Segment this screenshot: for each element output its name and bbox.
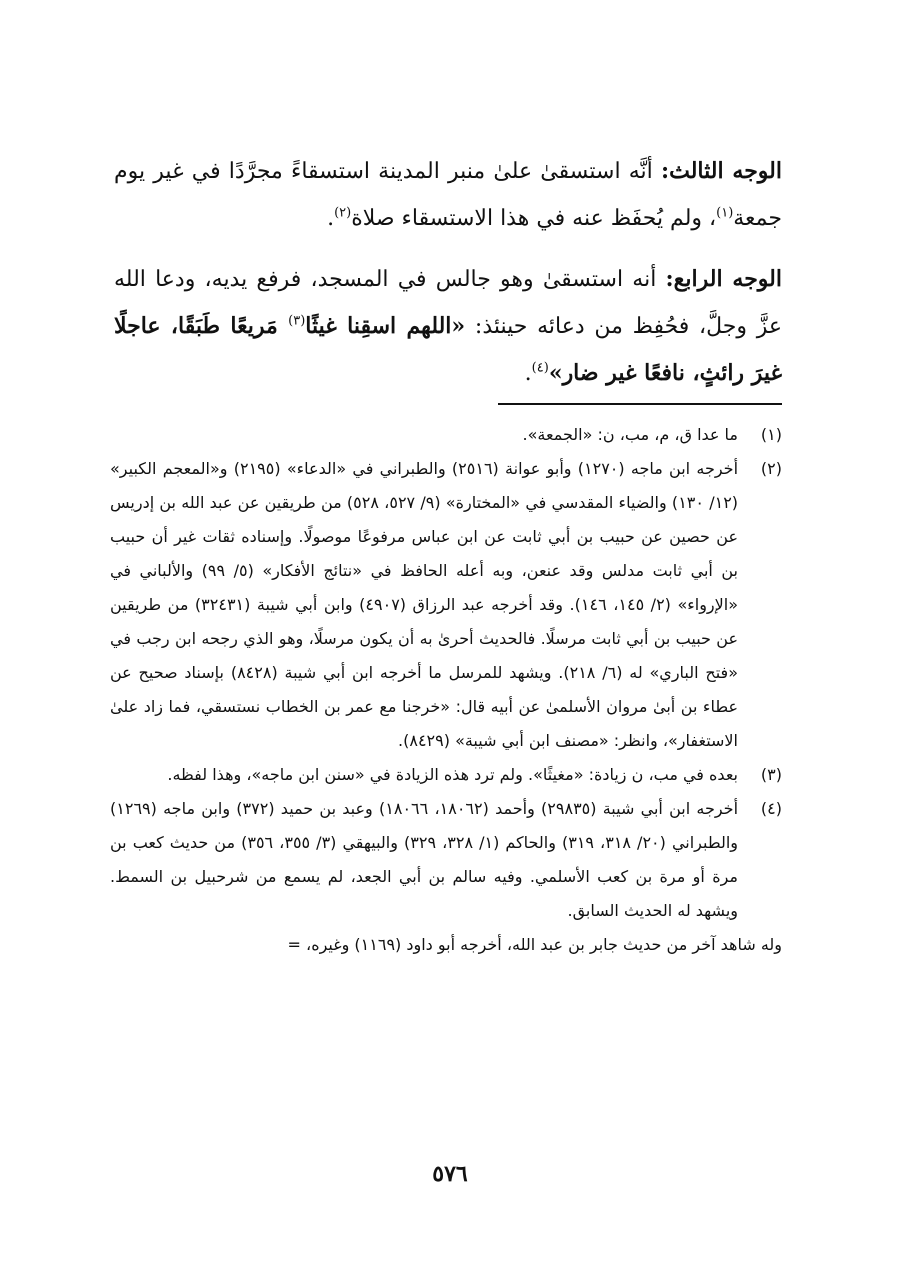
paragraph-text: أنَّه استسقىٰ علىٰ منبر المدينة استسقاءً مجرَّدًا في غير يوم جمعة bbox=[114, 159, 782, 231]
main-text bbox=[114, 148, 782, 397]
footnote bbox=[110, 418, 782, 452]
footnote-separator bbox=[498, 403, 782, 405]
hadith-quote: مَريعًا طَبَقًا، عاجلًا غيرَ رائثٍ، نافعًا غير ضار» bbox=[114, 313, 782, 386]
footnote-ref: (٤) bbox=[531, 360, 549, 376]
paragraph-text: أنه استسقىٰ وهو جالس في المسجد، فرفع يديه، ودعا الله عزَّ وجلَّ، فحُفِظ من دعائه حينئذ: bbox=[114, 267, 782, 339]
footnote bbox=[110, 758, 782, 792]
page-number: ٥٧٦ bbox=[432, 1161, 468, 1187]
footnote-text: بعده في مب، ن زيادة: «مغيثًا». ولم ترد هذه الزيادة في «سنن ابن ماجه»، وهذا لفظه. bbox=[167, 765, 738, 784]
paragraph-lead: الوجه الرابع: bbox=[665, 266, 782, 292]
footnote-number: (٣) bbox=[760, 765, 782, 784]
footnote-text: أخرجه ابن ماجه (١٢٧٠) وأبو عوانة (٢٥١٦) والطبراني في «الدعاء» (٢١٩٥) و«المعجم الكبير» (١٢/ ١٣٠) والضياء المقدسي في «المختارة» (٩/ ٥٢٧، ٥٢٨) من طريقين عن عبد الله بن إدريس عن حصين عن حبيب بن أبي ثابت عن ابن عباس مرفوعًا موصولًا. وإسناده ثقات غير أن حبيب بن أبي ثابت مدلس وقد عنعن، وبه أعله الحافظ في «نتائج الأفكار» (٥/ ٩٩) والألباني في «الإرواء» (٢/ ١٤٥، ١٤٦). وقد أخرجه عبد الرزاق (٤٩٠٧) وابن أبي شيبة (٣٢٤٣١) من طريقين عن حبيب بن أبي ثابت مرسلًا. فالحديث أحرىٰ به أن يكون مرسلًا، وهو الذي رجحه ابن رجب في «فتح الباري» له (٦/ ٢١٨). ويشهد للمرسل ما أخرجه ابن أبي شيبة (٨٤٢٨) بإسناد صحيح عن عطاء بن أبىٰ مروان الأسلمىٰ عن أبيه قال: «خرجنا مع عمر بن الخطاب نستسقي، فما زاد علىٰ الاستغفار»، وانظر: «مصنف ابن أبي شيبة» (٨٤٢٩). bbox=[110, 459, 739, 750]
footnote-continuation: وله شاهد آخر من حديث جابر بن عبد الله، أخرجه أبو داود (١١٦٩) وغيره، = bbox=[287, 935, 782, 954]
footnote-text: أخرجه ابن أبي شيبة (٢٩٨٣٥) وأحمد (١٨٠٦٢، ١٨٠٦٦) وعبد بن حميد (٣٧٢) وابن ماجه (١٢٦٩) والطبراني (٢٠/ ٣١٨، ٣١٩) والحاكم (١/ ٣٢٨، ٣٢٩) والبيهقي (٣/ ٣٥٥، ٣٥٦) من حديث كعب بن مرة أو مرة بن كعب الأسلمي. وفيه سالم بن أبي الجعد، لم يسمع من شرحبيل بن السمط. ويشهد له الحديث السابق. bbox=[110, 799, 739, 920]
footnote-ref: (١) bbox=[716, 205, 734, 221]
paragraph-text: ، ولم يُحفَظ عنه في هذا الاستسقاء صلاة bbox=[351, 206, 717, 231]
footnotes bbox=[110, 418, 782, 962]
paragraph-text: . bbox=[327, 206, 335, 231]
footnote-number: (١) bbox=[760, 425, 782, 444]
hadith-quote: «اللهم اسقِنا غيثًا bbox=[305, 313, 466, 339]
paragraph-text: . bbox=[524, 361, 532, 386]
footnote-ref: (٢) bbox=[334, 205, 352, 221]
footnote-number: (٢) bbox=[760, 459, 782, 478]
footnote-ref: (٣) bbox=[288, 313, 306, 329]
footnote bbox=[110, 792, 782, 928]
paragraph-lead: الوجه الثالث: bbox=[660, 158, 782, 184]
paragraph-fourth-aspect bbox=[114, 256, 782, 397]
paragraph-third-aspect bbox=[114, 148, 782, 242]
footnote-text: ما عدا ق، م، مب، ن: «الجمعة». bbox=[522, 425, 738, 444]
footnote bbox=[110, 452, 782, 758]
footnote-number: (٤) bbox=[760, 799, 782, 818]
